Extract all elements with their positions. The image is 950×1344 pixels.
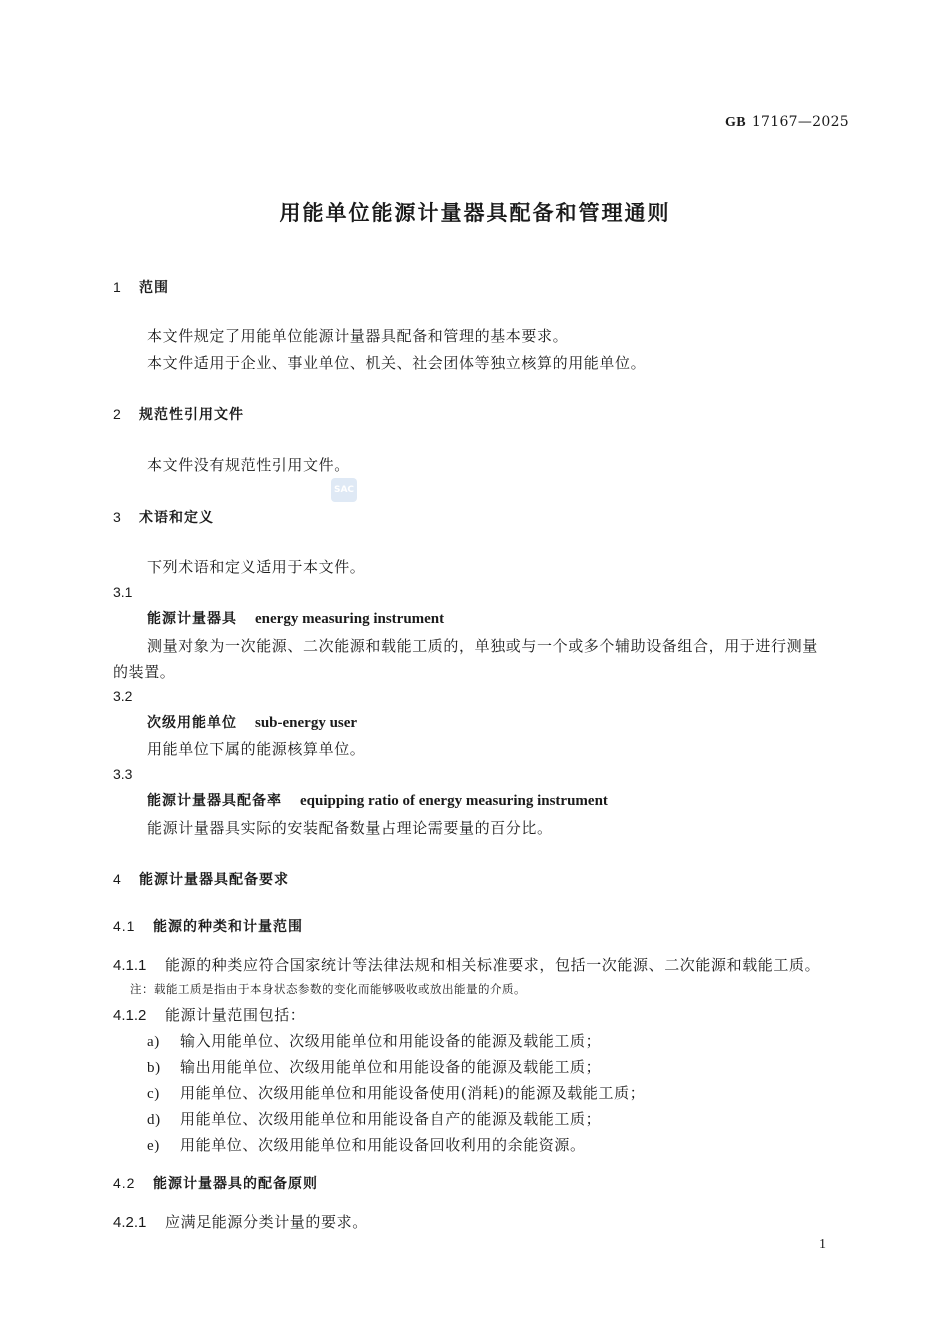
term-en: energy measuring instrument: [255, 611, 445, 627]
list-item: [147, 1056, 601, 1077]
section-number: 1: [113, 279, 122, 295]
clause-4-1-1: [113, 954, 820, 975]
term-number: 3.3: [113, 766, 133, 782]
paragraph: 下列术语和定义适用于本文件。: [147, 558, 366, 576]
term-definition: 测量对象为一次能源、二次能源和载能工质的，单独或与一个或多个辅助设备组合，用于进行测量: [147, 637, 818, 655]
term-number: 3.1: [113, 584, 133, 600]
clause-4-1-2: [113, 1004, 305, 1025]
subsection-4-1-heading: [113, 916, 303, 936]
document-title: 用能单位能源计量器具配备和管理通则: [279, 201, 671, 225]
clause-text: 能源计量范围包括：: [165, 1006, 306, 1024]
section-4-heading: [113, 869, 289, 889]
clause-number: 4.1.2: [113, 1007, 147, 1024]
list-text: 用能单位、次级用能单位和用能设备自产的能源及载能工质；: [180, 1110, 602, 1128]
section-number: 2: [113, 406, 122, 422]
list-text: 输入用能单位、次级用能单位和用能设备的能源及载能工质；: [180, 1032, 602, 1050]
section-title: 范围: [139, 280, 169, 296]
section-title: 规范性引用文件: [139, 407, 244, 423]
section-title: 术语和定义: [139, 510, 214, 526]
list-item: [147, 1030, 601, 1051]
term-definition: 用能单位下属的能源核算单位。: [147, 740, 366, 758]
list-text: 用能单位、次级用能单位和用能设备使用(消耗)的能源及载能工质；: [180, 1084, 646, 1102]
section-1-heading: [113, 277, 169, 297]
term-zh: 能源计量器具: [147, 611, 237, 627]
term-number: 3.2: [113, 688, 133, 704]
list-text: 输出用能单位、次级用能单位和用能设备的能源及载能工质；: [180, 1058, 602, 1076]
clause-text: 应满足能源分类计量的要求。: [165, 1213, 368, 1231]
subsection-title: 能源计量器具的配备原则: [153, 1176, 318, 1192]
std-prefix: GB: [725, 115, 746, 130]
list-marker: d): [147, 1112, 161, 1128]
clause-text: 能源的种类应符合国家统计等法律法规和相关标准要求，包括一次能源、二次能源和载能工质。: [165, 956, 821, 974]
section-title: 能源计量器具配备要求: [139, 872, 289, 888]
clause-number: 4.1.1: [113, 957, 147, 974]
section-2-heading: [113, 404, 244, 424]
list-text: 用能单位、次级用能单位和用能设备回收利用的余能资源。: [180, 1136, 586, 1154]
section-number: 4: [113, 871, 122, 887]
list-marker: b): [147, 1060, 161, 1076]
section-3-heading: [113, 507, 214, 527]
term-definition: 能源计量器具实际的安装配备数量占理论需要量的百分比。: [147, 819, 553, 837]
subsection-4-2-heading: [113, 1173, 318, 1193]
std-number: 17167—2025: [751, 114, 849, 130]
term-en: sub-energy user: [255, 715, 358, 731]
term-entry: [147, 712, 357, 732]
list-marker: c): [147, 1086, 160, 1102]
standard-number: [725, 114, 849, 131]
list-item: [147, 1108, 601, 1129]
list-marker: a): [147, 1034, 160, 1050]
subsection-title: 能源的种类和计量范围: [153, 919, 303, 935]
subsection-number: 4.2: [113, 1175, 136, 1191]
list-marker: e): [147, 1138, 160, 1154]
note: 注：载能工质是指由于本身状态参数的变化而能够吸收或放出能量的介质。: [130, 982, 526, 996]
paragraph: 本文件适用于企业、事业单位、机关、社会团体等独立核算的用能单位。: [147, 354, 647, 372]
term-entry: [147, 790, 608, 810]
clause-4-2-1: [113, 1211, 368, 1232]
section-number: 3: [113, 509, 122, 525]
list-item: [147, 1082, 645, 1103]
term-zh: 能源计量器具配备率: [147, 793, 282, 809]
term-zh: 次级用能单位: [147, 715, 237, 731]
list-item: [147, 1134, 586, 1155]
term-definition-cont: 的装置。: [113, 663, 176, 681]
page-number: 1: [819, 1237, 826, 1252]
term-entry: [147, 608, 444, 628]
paragraph: 本文件规定了用能单位能源计量器具配备和管理的基本要求。: [147, 327, 569, 345]
clause-number: 4.2.1: [113, 1214, 147, 1231]
term-en: equipping ratio of energy measuring instrument: [300, 793, 608, 809]
subsection-number: 4.1: [113, 918, 136, 934]
paragraph: 本文件没有规范性引用文件。: [147, 456, 350, 474]
sac-watermark-logo: SAC: [331, 478, 357, 502]
